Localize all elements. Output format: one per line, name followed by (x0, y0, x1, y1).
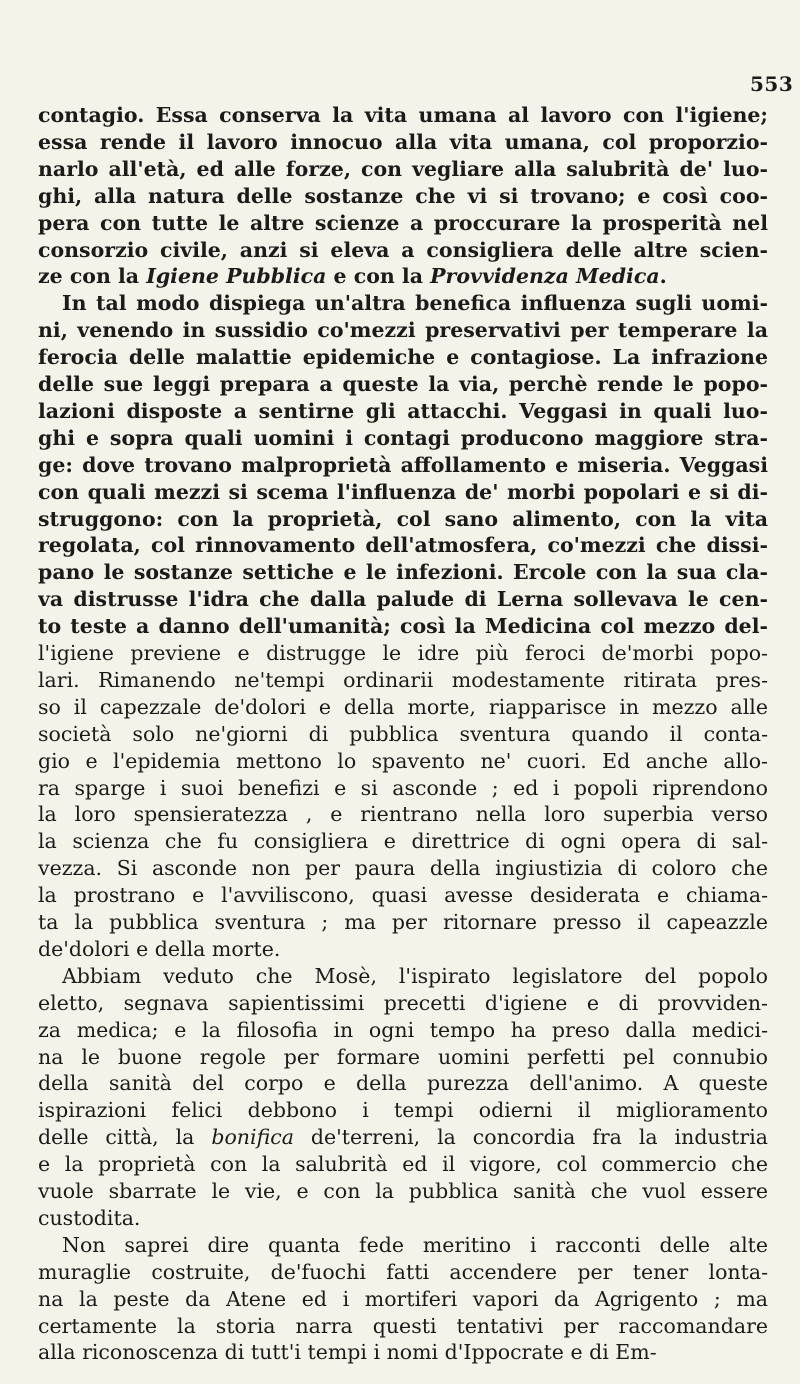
text-line: ferocia delle malattie epidemiche e contagiose. La infrazione (38, 345, 768, 370)
text-line: ge: dove trovano malproprietà affollamento e miseria. Veggasi (38, 452, 768, 477)
text-line: delle città, la bonifica de'terreni, la concordia fra la industria (38, 1125, 768, 1150)
text-line: della sanità del corpo e della purezza dell'animo. A queste (38, 1071, 768, 1096)
text-line: Abbiam veduto che Mosè, l'ispirato legislatore del popolo (62, 963, 768, 988)
text-line: In tal modo dispiega un'altra benefica influenza sugli uomi- (62, 291, 768, 316)
text-line: pano le sostanze settiche e le infezioni. Ercole con la sua cla- (38, 560, 768, 585)
text-line: na la peste da Atene ed i mortiferi vapori da Agrigento ; ma (38, 1286, 768, 1311)
text-line: gio e l'epidemia mettono lo spavento ne' cuori. Ed anche allo- (38, 748, 768, 773)
text-line: custodita. (38, 1205, 141, 1230)
text-line: ghi e sopra quali uomini i contagi producono maggiore stra- (38, 425, 768, 450)
page-number: 553 (750, 72, 794, 96)
text-line: essa rende il lavoro innocuo alla vita umana, col proporzio- (38, 129, 768, 154)
text-line: la scienza che fu consigliera e direttrice di ogni opera di sal- (38, 829, 768, 854)
text-line: na le buone regole per formare uomini perfetti pel connubio (38, 1044, 768, 1069)
text-line: contagio. Essa conserva la vita umana al lavoro con l'igiene; (38, 103, 768, 127)
text-line: Non saprei dire quanta fede meritino i racconti delle alte (62, 1232, 768, 1257)
text-line: società solo ne'giorni di pubblica sventura quando il conta- (38, 721, 768, 746)
text-line: narlo all'età, ed alle forze, con vegliare alla salubrità de' luo- (38, 156, 768, 181)
text-line: vuole sbarrate le vie, e con la pubblica sanità che vuol essere (38, 1179, 768, 1203)
text-line: ra sparge i suoi benefizi e si asconde ; ed i popoli riprendono (38, 775, 768, 800)
text-line: alla riconoscenza di tutt'i tempi i nomi d'Ippocrate e di Em- (38, 1340, 657, 1365)
text-line: delle sue leggi prepara a queste la via, perchè rende le popo- (38, 372, 768, 396)
text-line: lazioni disposte a sentirne gli attacchi. Veggasi in quali luo- (38, 398, 768, 423)
text-line: va distrusse l'idra che dalla palude di Lerna sollevava le cen- (38, 587, 768, 612)
text-line: l'igiene previene e distrugge le idre più feroci de'morbi popo- (38, 641, 768, 665)
text-line: ispirazioni felici debbono i tempi odierni il miglioramento (38, 1098, 768, 1123)
text-line: za medica; e la filosofia in ogni tempo ha preso dalla medici- (38, 1017, 768, 1042)
text-line: la loro spensieratezza , e rientrano nella loro superbia verso (38, 802, 768, 827)
text-line: de'dolori e della morte. (38, 936, 281, 961)
text-line: ta la pubblica sventura ; ma per ritornare presso il capeazzle (38, 910, 768, 934)
text-line: lari. Rimanendo ne'tempi ordinarii modestamente ritirata pres- (38, 667, 768, 692)
text-line: muraglie costruite, de'fuochi fatti accendere per tener lonta- (38, 1259, 768, 1284)
text-line: pera con tutte le altre scienze a proccurare la prosperità nel (38, 210, 768, 235)
text-line: e la proprietà con la salubrità ed il vigore, col commercio che (38, 1152, 768, 1177)
text-line: regolata, col rinnovamento dell'atmosfera, co'mezzi che dissi- (38, 533, 768, 558)
text-line: ni, venendo in sussidio co'mezzi preservativi per temperare la (38, 318, 768, 343)
text-line: struggono: con la proprietà, col sano alimento, con la vita (38, 506, 768, 531)
text-line: con quali mezzi si scema l'influenza de' morbi popolari e si di- (38, 479, 768, 504)
text-line: vezza. Si asconde non per paura della ingiustizia di coloro che (38, 856, 768, 881)
text-line: ze con la Igiene Pubblica e con la Provvidenza Medica. (38, 264, 667, 289)
text-line: la prostrano e l'avviliscono, quasi avesse desiderata e chiama- (38, 883, 768, 908)
text-line: ghi, alla natura delle sostanze che vi si trovano; e così coo- (38, 183, 768, 208)
text-line: to teste a danno dell'umanità; così la Medicina col mezzo del- (38, 614, 768, 639)
text-line: eletto, segnava sapientissimi precetti d'igiene e di provviden- (38, 990, 768, 1015)
text-line: certamente la storia narra questi tentativi per raccomandare (38, 1313, 768, 1338)
text-line: consorzio civile, anzi si eleva a consigliera delle altre scien- (38, 237, 768, 262)
text-line: so il capezzale de'dolori e della morte, riapparisce in mezzo alle (38, 694, 768, 719)
